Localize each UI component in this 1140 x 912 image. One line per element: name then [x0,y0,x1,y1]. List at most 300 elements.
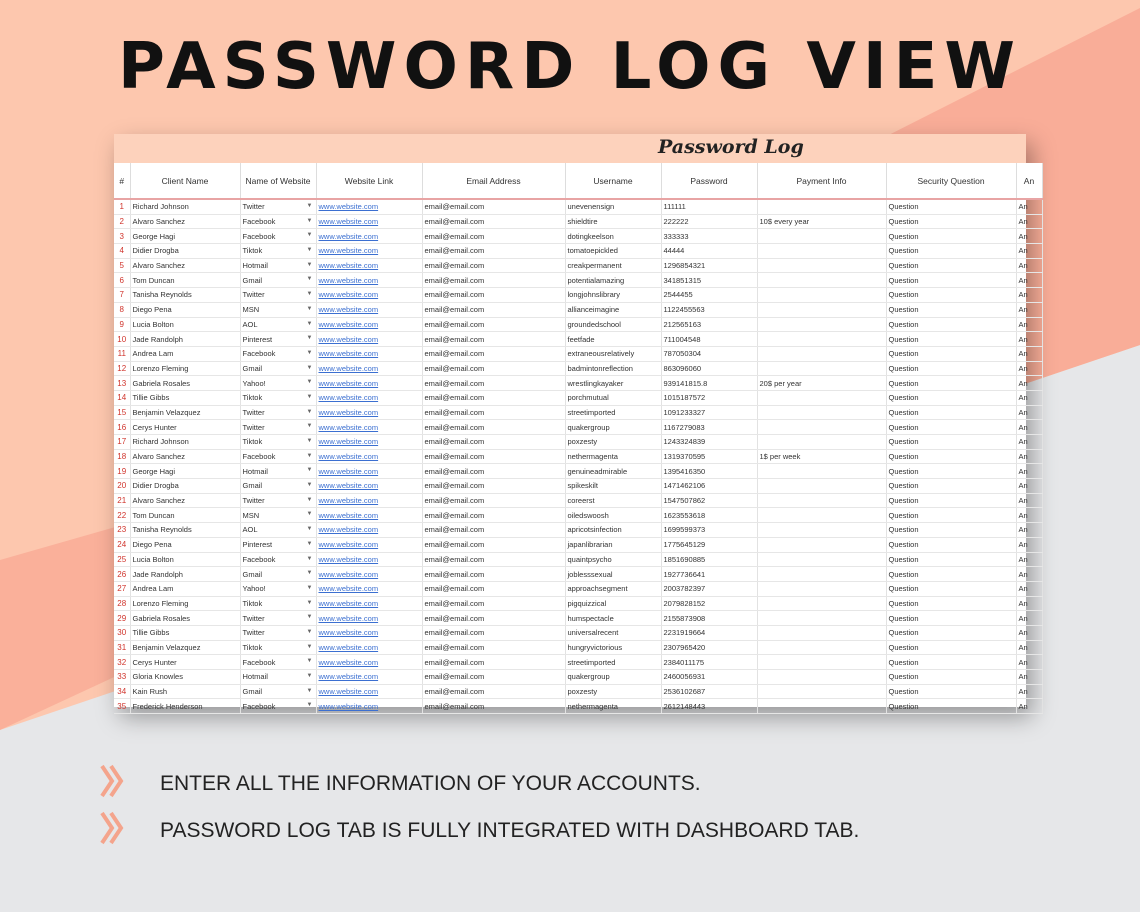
payment-info-cell[interactable] [757,317,886,332]
answer-cell[interactable]: An [1016,229,1042,244]
payment-info-cell[interactable] [757,258,886,273]
row-number[interactable]: 28 [114,596,130,611]
website-name-cell[interactable] [240,317,316,332]
client-name-cell[interactable]: Diego Pena [130,537,240,552]
email-cell[interactable]: email@email.com [422,479,565,494]
security-question-cell[interactable]: Question [886,258,1016,273]
row-number[interactable]: 4 [114,244,130,259]
client-name-cell[interactable]: Cerys Hunter [130,655,240,670]
username-cell[interactable]: streetimported [565,655,661,670]
payment-info-cell[interactable] [757,346,886,361]
dropdown-caret-icon[interactable]: ▼ [306,276,313,283]
answer-cell[interactable]: An [1016,581,1042,596]
password-cell[interactable]: 2307965420 [661,640,757,655]
row-number[interactable]: 22 [114,508,130,523]
email-cell[interactable]: email@email.com [422,302,565,317]
row-number[interactable]: 12 [114,361,130,376]
password-cell[interactable]: 1243324839 [661,435,757,450]
answer-cell[interactable]: An [1016,523,1042,538]
dropdown-caret-icon[interactable]: ▼ [306,555,313,562]
client-name-cell[interactable]: Benjamin Velazquez [130,640,240,655]
dropdown-caret-icon[interactable]: ▼ [306,643,313,650]
website-link-cell[interactable]: www.website.com [316,199,422,214]
answer-cell[interactable]: An [1016,376,1042,391]
dropdown-caret-icon[interactable]: ▼ [306,702,313,709]
email-cell[interactable]: email@email.com [422,214,565,229]
row-number[interactable]: 35 [114,699,130,714]
email-cell[interactable]: email@email.com [422,405,565,420]
client-name-cell[interactable]: Tom Duncan [130,508,240,523]
payment-info-cell[interactable] [757,273,886,288]
username-cell[interactable]: nethermagenta [565,699,661,714]
answer-cell[interactable]: An [1016,699,1042,714]
dropdown-caret-icon[interactable]: ▼ [306,496,313,503]
row-number[interactable]: 25 [114,552,130,567]
password-cell[interactable]: 1547507862 [661,493,757,508]
table-row[interactable] [114,361,1042,376]
payment-info-cell[interactable] [757,229,886,244]
username-cell[interactable]: spikeskilt [565,479,661,494]
website-link-cell[interactable]: www.website.com [316,567,422,582]
website-link-cell[interactable]: www.website.com [316,670,422,685]
answer-cell[interactable]: An [1016,361,1042,376]
col-header-answer[interactable]: An [1016,163,1042,199]
website-link-cell[interactable]: www.website.com [316,464,422,479]
col-header-security-question[interactable]: Security Question [886,163,1016,199]
dropdown-caret-icon[interactable]: ▼ [306,364,313,371]
client-name-cell[interactable]: Tillie Gibbs [130,390,240,405]
security-question-cell[interactable]: Question [886,199,1016,214]
website-name-cell[interactable] [240,508,316,523]
client-name-cell[interactable]: Alvaro Sanchez [130,449,240,464]
password-cell[interactable]: 212565163 [661,317,757,332]
security-question-cell[interactable]: Question [886,684,1016,699]
row-number[interactable]: 11 [114,346,130,361]
answer-cell[interactable]: An [1016,302,1042,317]
table-row[interactable] [114,346,1042,361]
payment-info-cell[interactable] [757,420,886,435]
answer-cell[interactable]: An [1016,214,1042,229]
dropdown-caret-icon[interactable]: ▼ [306,305,313,312]
client-name-cell[interactable]: Alvaro Sanchez [130,493,240,508]
payment-info-cell[interactable] [757,435,886,450]
password-cell[interactable]: 333333 [661,229,757,244]
email-cell[interactable]: email@email.com [422,493,565,508]
username-cell[interactable]: apricotsinfection [565,523,661,538]
table-row[interactable] [114,244,1042,259]
answer-cell[interactable]: An [1016,405,1042,420]
password-cell[interactable]: 2536102687 [661,684,757,699]
username-cell[interactable]: dotingkeelson [565,229,661,244]
row-number[interactable]: 26 [114,567,130,582]
table-row[interactable] [114,655,1042,670]
answer-cell[interactable]: An [1016,244,1042,259]
security-question-cell[interactable]: Question [886,302,1016,317]
answer-cell[interactable]: An [1016,670,1042,685]
website-name-cell[interactable] [240,552,316,567]
row-number[interactable]: 2 [114,214,130,229]
username-cell[interactable]: pigquizzical [565,596,661,611]
payment-info-cell[interactable] [757,199,886,214]
security-question-cell[interactable]: Question [886,464,1016,479]
row-number[interactable]: 8 [114,302,130,317]
security-question-cell[interactable]: Question [886,332,1016,347]
row-number[interactable]: 30 [114,625,130,640]
payment-info-cell[interactable] [757,552,886,567]
website-name-cell[interactable] [240,640,316,655]
table-row[interactable] [114,552,1042,567]
security-question-cell[interactable]: Question [886,288,1016,303]
client-name-cell[interactable]: Cerys Hunter [130,420,240,435]
security-question-cell[interactable]: Question [886,390,1016,405]
website-link-cell[interactable]: www.website.com [316,493,422,508]
row-number[interactable]: 13 [114,376,130,391]
table-row[interactable] [114,537,1042,552]
security-question-cell[interactable]: Question [886,537,1016,552]
payment-info-cell[interactable] [757,361,886,376]
dropdown-caret-icon[interactable]: ▼ [306,658,313,665]
client-name-cell[interactable]: Lucia Bolton [130,552,240,567]
table-row[interactable] [114,273,1042,288]
col-header-payment-info[interactable]: Payment Info [757,163,886,199]
security-question-cell[interactable]: Question [886,214,1016,229]
row-number[interactable]: 19 [114,464,130,479]
website-link-cell[interactable]: www.website.com [316,523,422,538]
website-name-cell[interactable] [240,346,316,361]
dropdown-caret-icon[interactable]: ▼ [306,614,313,621]
table-row[interactable] [114,199,1042,214]
client-name-cell[interactable]: Tillie Gibbs [130,625,240,640]
website-link-cell[interactable]: www.website.com [316,229,422,244]
row-number[interactable]: 29 [114,611,130,626]
email-cell[interactable]: email@email.com [422,670,565,685]
email-cell[interactable]: email@email.com [422,273,565,288]
client-name-cell[interactable]: Richard Johnson [130,435,240,450]
username-cell[interactable]: poxzesty [565,435,661,450]
payment-info-cell[interactable] [757,288,886,303]
client-name-cell[interactable]: Lorenzo Fleming [130,596,240,611]
table-row[interactable] [114,435,1042,450]
dropdown-caret-icon[interactable]: ▼ [306,511,313,518]
website-link-cell[interactable]: www.website.com [316,361,422,376]
website-name-cell[interactable] [240,229,316,244]
payment-info-cell[interactable] [757,537,886,552]
website-link-cell[interactable]: www.website.com [316,288,422,303]
answer-cell[interactable]: An [1016,199,1042,214]
payment-info-cell[interactable]: 20$ per year [757,376,886,391]
answer-cell[interactable]: An [1016,346,1042,361]
payment-info-cell[interactable] [757,493,886,508]
website-name-cell[interactable] [240,420,316,435]
password-cell[interactable]: 2612148443 [661,699,757,714]
row-number[interactable]: 7 [114,288,130,303]
website-link-cell[interactable]: www.website.com [316,479,422,494]
payment-info-cell[interactable] [757,581,886,596]
client-name-cell[interactable]: Tom Duncan [130,273,240,288]
website-name-cell[interactable] [240,596,316,611]
website-link-cell[interactable]: www.website.com [316,684,422,699]
username-cell[interactable]: allianceimagine [565,302,661,317]
client-name-cell[interactable]: Tanisha Reynolds [130,523,240,538]
password-cell[interactable]: 1319370595 [661,449,757,464]
row-number[interactable]: 14 [114,390,130,405]
security-question-cell[interactable]: Question [886,346,1016,361]
username-cell[interactable]: longjohnslibrary [565,288,661,303]
email-cell[interactable]: email@email.com [422,376,565,391]
dropdown-caret-icon[interactable]: ▼ [306,203,313,209]
username-cell[interactable]: hungryvictorious [565,640,661,655]
password-cell[interactable]: 1395416350 [661,464,757,479]
website-name-cell[interactable] [240,523,316,538]
client-name-cell[interactable]: Gabriela Rosales [130,611,240,626]
col-header-website-name[interactable]: Name of Website [240,163,316,199]
payment-info-cell[interactable] [757,670,886,685]
dropdown-caret-icon[interactable]: ▼ [306,320,313,327]
website-link-cell[interactable]: www.website.com [316,258,422,273]
website-name-cell[interactable] [240,567,316,582]
website-link-cell[interactable]: www.website.com [316,405,422,420]
email-cell[interactable]: email@email.com [422,699,565,714]
dropdown-caret-icon[interactable]: ▼ [306,599,313,606]
dropdown-caret-icon[interactable]: ▼ [306,423,313,430]
client-name-cell[interactable]: Alvaro Sanchez [130,214,240,229]
payment-info-cell[interactable]: 1$ per week [757,449,886,464]
website-name-cell[interactable] [240,332,316,347]
username-cell[interactable]: japanlibrarian [565,537,661,552]
website-link-cell[interactable]: www.website.com [316,625,422,640]
email-cell[interactable]: email@email.com [422,435,565,450]
payment-info-cell[interactable] [757,625,886,640]
payment-info-cell[interactable] [757,390,886,405]
website-name-cell[interactable] [240,684,316,699]
password-cell[interactable]: 341851315 [661,273,757,288]
table-row[interactable] [114,596,1042,611]
table-row[interactable] [114,420,1042,435]
row-number[interactable]: 10 [114,332,130,347]
security-question-cell[interactable]: Question [886,449,1016,464]
answer-cell[interactable]: An [1016,258,1042,273]
dropdown-caret-icon[interactable]: ▼ [306,482,313,489]
password-cell[interactable]: 1015187572 [661,390,757,405]
password-cell[interactable]: 711004548 [661,332,757,347]
username-cell[interactable]: tomatoepickled [565,244,661,259]
website-link-cell[interactable]: www.website.com [316,611,422,626]
password-cell[interactable]: 863096060 [661,361,757,376]
table-row[interactable] [114,640,1042,655]
username-cell[interactable]: quakergroup [565,670,661,685]
payment-info-cell[interactable] [757,244,886,259]
answer-cell[interactable]: An [1016,640,1042,655]
client-name-cell[interactable]: Gloria Knowles [130,670,240,685]
client-name-cell[interactable]: Didier Drogba [130,479,240,494]
dropdown-caret-icon[interactable]: ▼ [306,467,313,474]
client-name-cell[interactable]: Lucia Bolton [130,317,240,332]
col-header-username[interactable]: Username [565,163,661,199]
password-cell[interactable]: 1927736641 [661,567,757,582]
username-cell[interactable]: universalrecent [565,625,661,640]
website-link-cell[interactable]: www.website.com [316,420,422,435]
email-cell[interactable]: email@email.com [422,464,565,479]
answer-cell[interactable]: An [1016,464,1042,479]
security-question-cell[interactable]: Question [886,508,1016,523]
website-link-cell[interactable]: www.website.com [316,273,422,288]
password-cell[interactable]: 787050304 [661,346,757,361]
username-cell[interactable]: streetimported [565,405,661,420]
email-cell[interactable]: email@email.com [422,361,565,376]
website-name-cell[interactable] [240,655,316,670]
dropdown-caret-icon[interactable]: ▼ [306,687,313,694]
security-question-cell[interactable]: Question [886,523,1016,538]
password-cell[interactable]: 1775645129 [661,537,757,552]
username-cell[interactable]: humspectacle [565,611,661,626]
website-name-cell[interactable] [240,258,316,273]
security-question-cell[interactable]: Question [886,435,1016,450]
website-name-cell[interactable] [240,581,316,596]
email-cell[interactable]: email@email.com [422,552,565,567]
email-cell[interactable]: email@email.com [422,537,565,552]
email-cell[interactable]: email@email.com [422,346,565,361]
dropdown-caret-icon[interactable]: ▼ [306,335,313,342]
payment-info-cell[interactable] [757,699,886,714]
table-row[interactable] [114,684,1042,699]
website-link-cell[interactable]: www.website.com [316,581,422,596]
email-cell[interactable]: email@email.com [422,258,565,273]
client-name-cell[interactable]: Jade Randolph [130,567,240,582]
dropdown-caret-icon[interactable]: ▼ [306,261,313,268]
email-cell[interactable]: email@email.com [422,390,565,405]
security-question-cell[interactable]: Question [886,625,1016,640]
security-question-cell[interactable]: Question [886,361,1016,376]
website-name-cell[interactable] [240,405,316,420]
dropdown-caret-icon[interactable]: ▼ [306,349,313,356]
password-cell[interactable]: 222222 [661,214,757,229]
row-number[interactable]: 33 [114,670,130,685]
table-row[interactable] [114,390,1042,405]
website-link-cell[interactable]: www.website.com [316,244,422,259]
answer-cell[interactable]: An [1016,449,1042,464]
dropdown-caret-icon[interactable]: ▼ [306,291,313,298]
client-name-cell[interactable]: Andrea Lam [130,346,240,361]
dropdown-caret-icon[interactable]: ▼ [306,526,313,533]
table-row[interactable] [114,258,1042,273]
username-cell[interactable]: unevenensign [565,199,661,214]
dropdown-caret-icon[interactable]: ▼ [306,217,313,224]
table-row[interactable] [114,479,1042,494]
client-name-cell[interactable]: George Hagi [130,464,240,479]
security-question-cell[interactable]: Question [886,670,1016,685]
table-row[interactable] [114,670,1042,685]
dropdown-caret-icon[interactable]: ▼ [306,584,313,591]
website-name-cell[interactable] [240,670,316,685]
email-cell[interactable]: email@email.com [422,625,565,640]
password-cell[interactable]: 2384011175 [661,655,757,670]
website-link-cell[interactable]: www.website.com [316,640,422,655]
client-name-cell[interactable]: Diego Pena [130,302,240,317]
answer-cell[interactable]: An [1016,655,1042,670]
table-row[interactable] [114,376,1042,391]
table-row[interactable] [114,581,1042,596]
password-cell[interactable]: 1851690885 [661,552,757,567]
payment-info-cell[interactable] [757,523,886,538]
col-header-password[interactable]: Password [661,163,757,199]
payment-info-cell[interactable] [757,567,886,582]
email-cell[interactable]: email@email.com [422,288,565,303]
security-question-cell[interactable]: Question [886,611,1016,626]
username-cell[interactable]: approachsegment [565,581,661,596]
row-number[interactable]: 9 [114,317,130,332]
website-name-cell[interactable] [240,244,316,259]
payment-info-cell[interactable] [757,508,886,523]
security-question-cell[interactable]: Question [886,596,1016,611]
row-number[interactable]: 17 [114,435,130,450]
website-link-cell[interactable]: www.website.com [316,390,422,405]
security-question-cell[interactable]: Question [886,405,1016,420]
row-number[interactable]: 15 [114,405,130,420]
row-number[interactable]: 1 [114,199,130,214]
table-row[interactable] [114,464,1042,479]
client-name-cell[interactable]: Tanisha Reynolds [130,288,240,303]
email-cell[interactable]: email@email.com [422,508,565,523]
answer-cell[interactable]: An [1016,420,1042,435]
username-cell[interactable]: wrestlingkayaker [565,376,661,391]
password-cell[interactable]: 2079828152 [661,596,757,611]
email-cell[interactable]: email@email.com [422,596,565,611]
security-question-cell[interactable]: Question [886,376,1016,391]
website-link-cell[interactable]: www.website.com [316,435,422,450]
website-link-cell[interactable]: www.website.com [316,332,422,347]
payment-info-cell[interactable] [757,655,886,670]
dropdown-caret-icon[interactable]: ▼ [306,570,313,577]
password-cell[interactable]: 939141815.8 [661,376,757,391]
row-number[interactable]: 23 [114,523,130,538]
username-cell[interactable]: feetfade [565,332,661,347]
client-name-cell[interactable]: Andrea Lam [130,581,240,596]
email-cell[interactable]: email@email.com [422,229,565,244]
website-name-cell[interactable] [240,699,316,714]
username-cell[interactable]: creakpermanent [565,258,661,273]
username-cell[interactable]: poxzesty [565,684,661,699]
answer-cell[interactable]: An [1016,288,1042,303]
security-question-cell[interactable]: Question [886,479,1016,494]
table-row[interactable] [114,288,1042,303]
website-name-cell[interactable] [240,361,316,376]
email-cell[interactable]: email@email.com [422,199,565,214]
username-cell[interactable]: extraneousrelatively [565,346,661,361]
answer-cell[interactable]: An [1016,435,1042,450]
row-number[interactable]: 6 [114,273,130,288]
password-cell[interactable]: 1296854321 [661,258,757,273]
password-cell[interactable]: 1167279083 [661,420,757,435]
email-cell[interactable]: email@email.com [422,581,565,596]
table-row[interactable] [114,625,1042,640]
username-cell[interactable]: potentialamazing [565,273,661,288]
col-header-email[interactable]: Email Address [422,163,565,199]
password-cell[interactable]: 1122455563 [661,302,757,317]
answer-cell[interactable]: An [1016,317,1042,332]
client-name-cell[interactable]: Kain Rush [130,684,240,699]
security-question-cell[interactable]: Question [886,699,1016,714]
row-number[interactable]: 18 [114,449,130,464]
col-header-website-link[interactable]: Website Link [316,163,422,199]
answer-cell[interactable]: An [1016,508,1042,523]
email-cell[interactable]: email@email.com [422,332,565,347]
website-name-cell[interactable] [240,625,316,640]
row-number[interactable]: 21 [114,493,130,508]
table-row[interactable] [114,302,1042,317]
website-link-cell[interactable]: www.website.com [316,214,422,229]
security-question-cell[interactable]: Question [886,420,1016,435]
payment-info-cell[interactable] [757,464,886,479]
